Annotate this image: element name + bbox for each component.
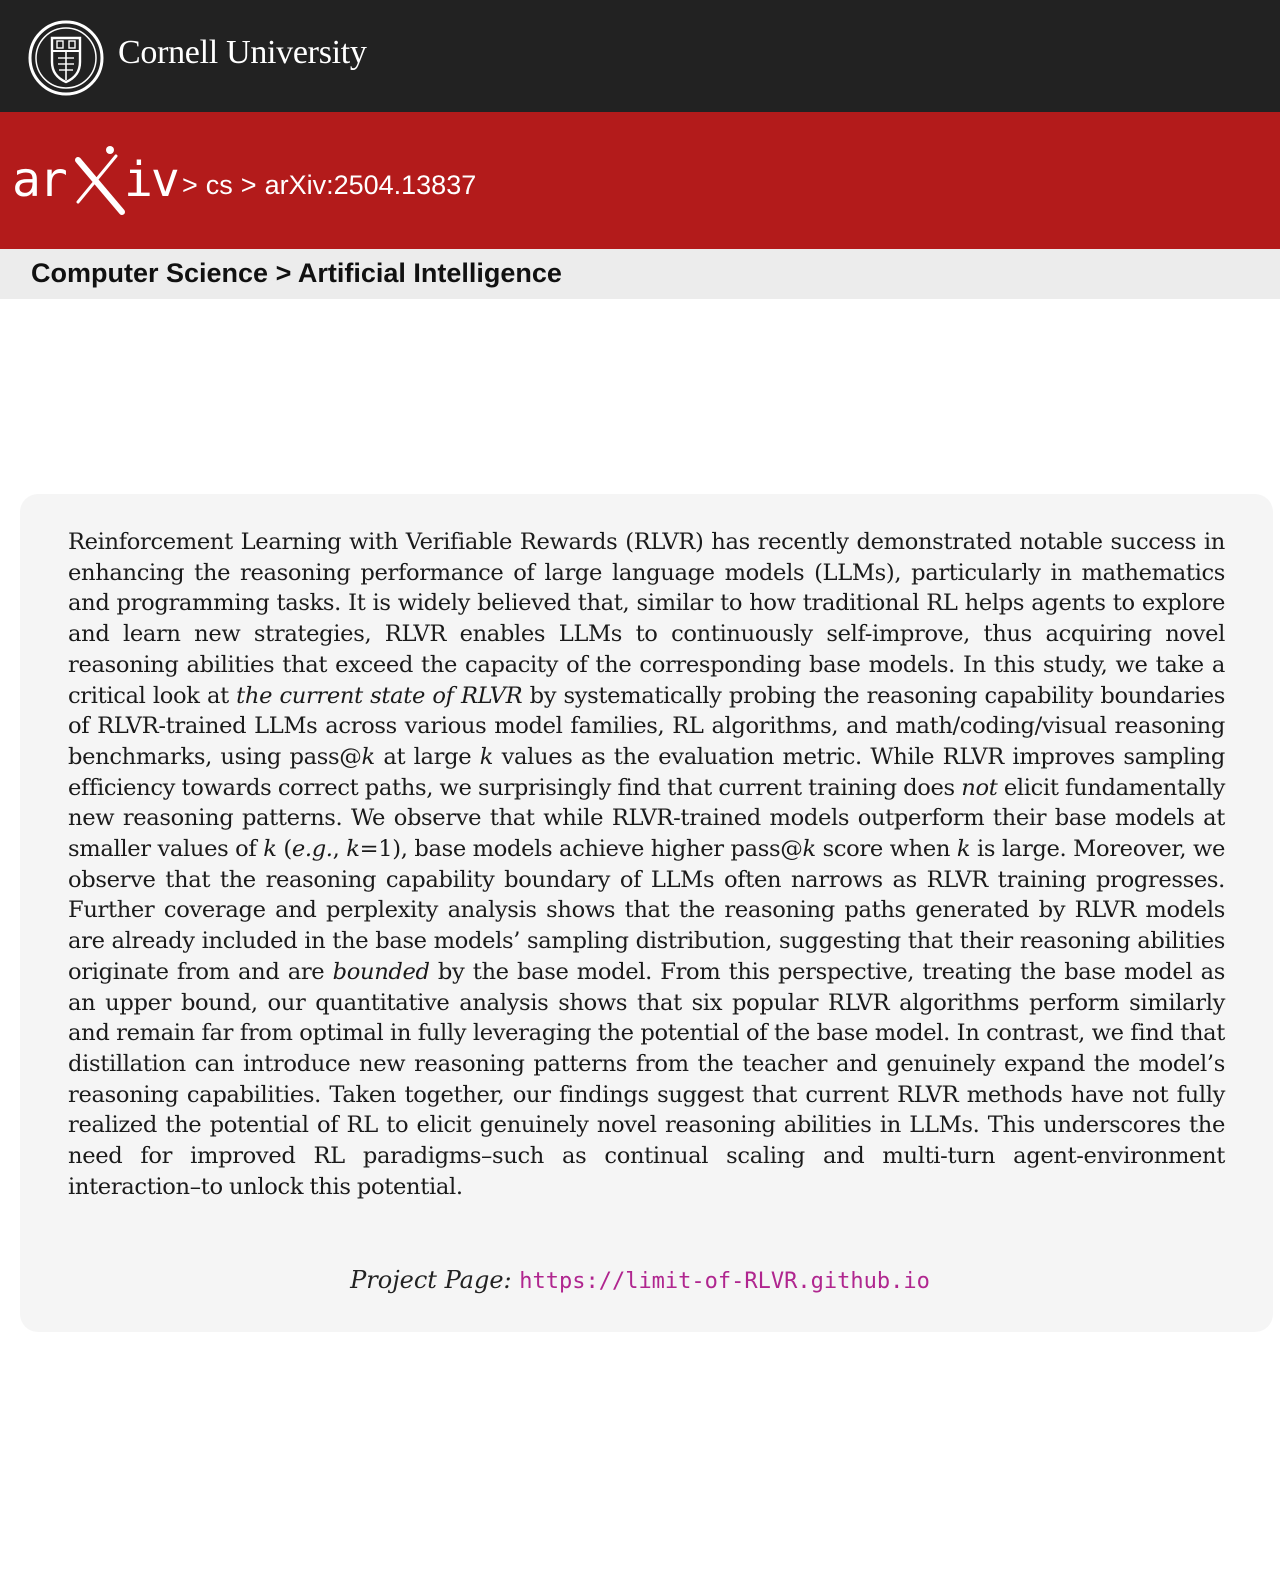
abstract-emphasis: not — [961, 774, 998, 801]
abstract-segment: , — [332, 836, 347, 863]
math-k: k — [346, 836, 360, 863]
abstract-emphasis: the current state of RLVR — [236, 682, 523, 709]
abstract-segment: values as the evaluation metric. While RLVR improves sampling efficiency towards correct paths, we surprisingly find that current training does — [68, 743, 1225, 801]
abstract-segment: by systematically probing the reasoning capability boundaries of RLVR-trained LLMs across various model families, RL algorithms, and math/coding/visual reasoning benchmarks, using pass@ — [68, 682, 1225, 770]
abstract-segment: Reinforcement Learning with Verifiable Rewards (RLVR) has recently demonstrated notable success in enhancing the reasoning performance of large language models (LLMs), particularly in mathematics and programming tasks. It is widely believed that, similar to how traditional RL helps agents to explore and learn new strategies, RLVR enables LLMs to continuously self-improve, thus acquiring novel reasoning abilities that exceed the capacity of the corresponding base models. In this study, we take a critical look at — [68, 529, 1225, 709]
project-page-label: Project Page — [350, 1266, 504, 1294]
category-title: Computer Science > Artificial Intelligence — [31, 258, 562, 288]
abstract-segment: elicit fundamentally new reasoning patterns. We observe that while RLVR-trained models outperform their base models at smaller values of — [68, 774, 1225, 863]
math-k: k — [802, 836, 816, 863]
abstract-segment: score when — [815, 836, 957, 863]
math-k: k — [263, 836, 277, 863]
math-k: k — [479, 743, 494, 770]
math-k: k — [956, 836, 971, 863]
abstract-segment: ( — [276, 836, 292, 863]
arxiv-logo[interactable] — [12, 146, 180, 220]
arxiv-logo-text-ar: ar — [12, 152, 66, 208]
cornell-seal-logo[interactable] — [28, 20, 104, 96]
arxiv-logo-text-iv: iv — [124, 152, 178, 208]
project-page-colon: : — [503, 1266, 520, 1294]
cornell-header-bar — [0, 0, 1280, 112]
breadcrumb — [182, 168, 484, 202]
institution-name[interactable]: Cornell University — [118, 34, 367, 71]
breadcrumb-separator: > — [182, 169, 198, 200]
abstract-segment: =1), base models achieve higher pass@ — [359, 836, 803, 863]
abstract-emphasis: e.g. — [291, 836, 333, 863]
abstract-text — [68, 527, 1225, 1202]
project-page-line — [0, 1266, 1280, 1295]
abstract-segment: by the base model. From this perspective, treating the base model as an upper bound, our quantitative analysis shows that six popular RLVR algorithms perform similarly and remain far from optimal in fully leveraging the potential of the base model. In contrast, we find that distillation can introduce new reasoning patterns from the teacher and genuinely expand the model’s reasoning capabilities. Taken together, our findings suggest that current RLVR methods have not fully realized the potential of RL to elicit genuinely novel reasoning abilities in LLMs. This underscores the need for improved RL paradigms–such as continual scaling and multi-turn agent-environment interaction–to unlock this potential. — [68, 958, 1225, 1200]
abstract-emphasis: bounded — [332, 958, 430, 985]
abstract-segment: is large. Moreover, we observe that the reasoning capability boundary of LLMs often narrows as RLVR training progresses. Further coverage and perplexity analysis shows that the reasoning paths generated by RLVR models are already included in the base models’ sampling distribution, suggesting that their reasoning abilities originate from and are — [68, 836, 1225, 985]
breadcrumb-cs[interactable]: cs — [205, 169, 233, 200]
math-k: k — [361, 743, 375, 770]
breadcrumb-separator: > — [240, 169, 257, 200]
project-page-link[interactable]: https://limit-of-RLVR.github.io — [519, 1269, 930, 1294]
breadcrumb-paper-id: arXiv:2504.13837 — [264, 169, 477, 200]
abstract-segment: at large — [374, 743, 480, 770]
